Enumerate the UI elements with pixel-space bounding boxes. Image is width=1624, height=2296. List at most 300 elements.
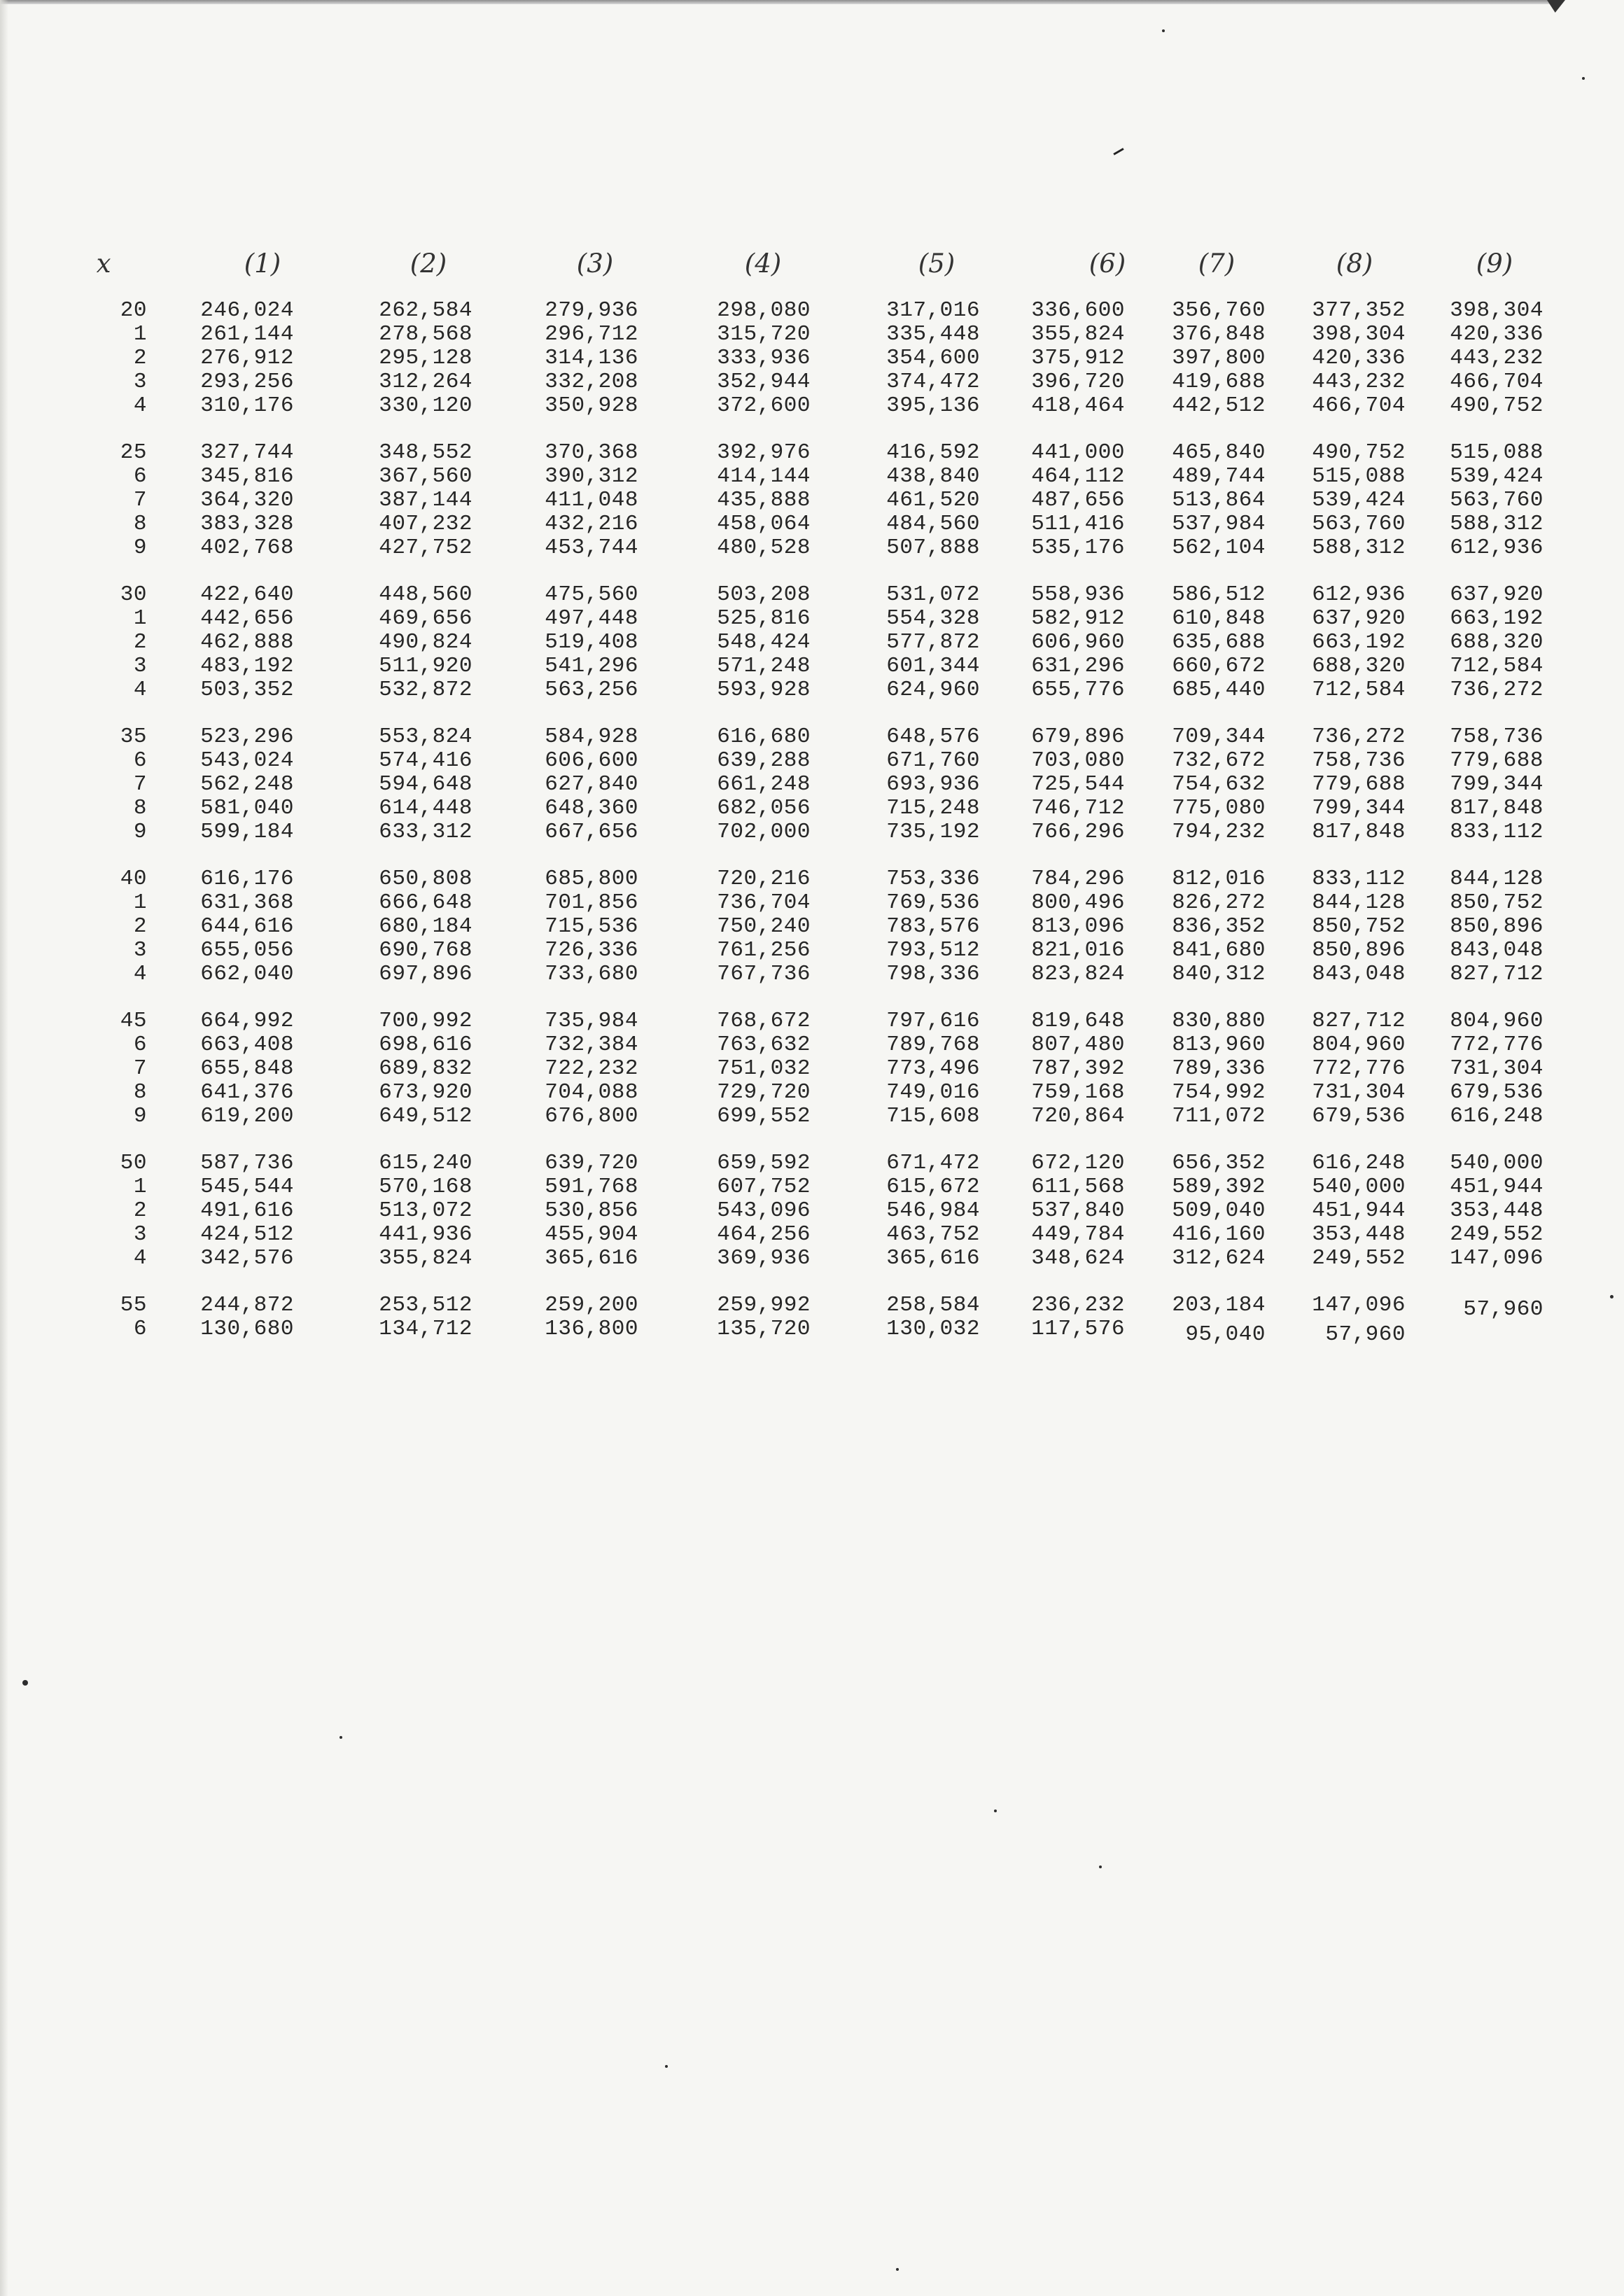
table-cell: 554,328 — [886, 606, 980, 631]
table-cell: 659,592 — [717, 1151, 811, 1175]
table-cell: 312,264 — [379, 370, 472, 394]
table-cell: 648,576 — [886, 724, 980, 749]
table-cell: 761,256 — [717, 938, 811, 962]
row-label: 4 — [133, 962, 147, 986]
table-cell: 356,760 — [1172, 298, 1266, 323]
table-cell: 650,808 — [379, 867, 472, 891]
table-cell: 639,720 — [545, 1151, 638, 1175]
table-cell: 703,080 — [1031, 748, 1125, 773]
table-cell: 203,184 — [1172, 1293, 1266, 1317]
table-cell: 465,840 — [1172, 440, 1266, 465]
table-cell: 676,800 — [545, 1104, 638, 1128]
table-cell: 759,168 — [1031, 1080, 1125, 1105]
table-cell: 827,712 — [1450, 962, 1544, 986]
table-cell: 95,040 — [1185, 1322, 1266, 1347]
table-cell: 367,560 — [379, 464, 472, 489]
table-cell: 804,960 — [1312, 1032, 1406, 1057]
table-cell: 466,704 — [1312, 393, 1406, 418]
table-cell: 843,048 — [1312, 962, 1406, 986]
table-cell: 773,496 — [886, 1056, 980, 1081]
table-cell: 511,920 — [379, 654, 472, 678]
table-cell: 599,184 — [200, 820, 294, 844]
table-cell: 484,560 — [886, 512, 980, 536]
table-cell: 789,768 — [886, 1032, 980, 1057]
row-label: 2 — [133, 914, 147, 939]
table-cell: 333,936 — [717, 346, 811, 370]
table-cell: 370,368 — [545, 440, 638, 465]
table-cell: 491,616 — [200, 1198, 294, 1223]
top-edge-rule — [0, 0, 1561, 4]
table-cell: 455,904 — [545, 1222, 638, 1247]
table-cell: 483,192 — [200, 654, 294, 678]
table-cell: 414,144 — [717, 464, 811, 489]
table-cell: 327,744 — [200, 440, 294, 465]
table-cell: 543,024 — [200, 748, 294, 773]
table-cell: 420,336 — [1312, 346, 1406, 370]
table-cell: 746,712 — [1031, 796, 1125, 820]
table-cell: 330,120 — [379, 393, 472, 418]
speck — [994, 1809, 997, 1812]
table-cell: 513,864 — [1172, 488, 1266, 512]
table-cell: 531,072 — [886, 582, 980, 607]
table-cell: 798,336 — [886, 962, 980, 986]
column-header-1: (1) — [244, 248, 281, 279]
table-cell: 787,392 — [1031, 1056, 1125, 1081]
table-cell: 249,552 — [1312, 1246, 1406, 1270]
table-cell: 513,072 — [379, 1198, 472, 1223]
speck — [340, 1736, 342, 1739]
row-label: 8 — [133, 796, 147, 820]
table-cell: 462,888 — [200, 630, 294, 654]
table-cell: 435,888 — [717, 488, 811, 512]
table-cell: 594,648 — [379, 772, 472, 797]
table-cell: 540,000 — [1450, 1151, 1544, 1175]
table-cell: 443,232 — [1312, 370, 1406, 394]
table-cell: 395,136 — [886, 393, 980, 418]
table-cell: 732,384 — [545, 1032, 638, 1057]
table-cell: 497,448 — [545, 606, 638, 631]
table-cell: 735,192 — [886, 820, 980, 844]
table-cell: 699,552 — [717, 1104, 811, 1128]
table-cell: 624,960 — [886, 678, 980, 702]
corner-mark — [1547, 0, 1565, 13]
table-cell: 543,096 — [717, 1198, 811, 1223]
table-cell: 663,192 — [1312, 630, 1406, 654]
table-cell: 769,536 — [886, 890, 980, 915]
table-cell: 850,896 — [1312, 938, 1406, 962]
table-cell: 754,992 — [1172, 1080, 1266, 1105]
table-cell: 821,016 — [1031, 938, 1125, 962]
table-cell: 715,248 — [886, 796, 980, 820]
table-cell: 475,560 — [545, 582, 638, 607]
table-cell: 729,720 — [717, 1080, 811, 1105]
table-cell: 355,824 — [1031, 322, 1125, 346]
table-cell: 463,752 — [886, 1222, 980, 1247]
table-cell: 641,376 — [200, 1080, 294, 1105]
table-cell: 312,624 — [1172, 1246, 1266, 1270]
table-cell: 661,248 — [717, 772, 811, 797]
table-cell: 442,656 — [200, 606, 294, 631]
table-cell: 480,528 — [717, 536, 811, 560]
column-header-9: (9) — [1476, 248, 1513, 279]
table-cell: 593,928 — [717, 678, 811, 702]
table-cell: 407,232 — [379, 512, 472, 536]
table-cell: 469,656 — [379, 606, 472, 631]
table-cell: 298,080 — [717, 298, 811, 323]
table-cell: 635,688 — [1172, 630, 1266, 654]
table-cell: 443,232 — [1450, 346, 1544, 370]
table-cell: 374,472 — [886, 370, 980, 394]
table-cell: 540,000 — [1312, 1175, 1406, 1199]
table-cell: 701,856 — [545, 890, 638, 915]
table-cell: 700,992 — [379, 1009, 472, 1033]
table-cell: 236,232 — [1031, 1293, 1125, 1317]
table-cell: 537,984 — [1172, 512, 1266, 536]
header-x: x — [96, 248, 111, 279]
table-cell: 794,232 — [1172, 820, 1266, 844]
row-label: 3 — [133, 938, 147, 962]
table-cell: 588,312 — [1312, 536, 1406, 560]
table-cell: 758,736 — [1312, 748, 1406, 773]
table-cell: 612,936 — [1312, 582, 1406, 607]
table-cell: 416,160 — [1172, 1222, 1266, 1247]
table-cell: 546,984 — [886, 1198, 980, 1223]
table-cell: 826,272 — [1172, 890, 1266, 915]
table-cell: 612,936 — [1450, 536, 1544, 560]
table-cell: 258,584 — [886, 1293, 980, 1317]
table-cell: 246,024 — [200, 298, 294, 323]
table-cell: 577,872 — [886, 630, 980, 654]
table-cell: 397,800 — [1172, 346, 1266, 370]
table-cell: 490,752 — [1450, 393, 1544, 418]
row-label: 7 — [133, 772, 147, 797]
table-cell: 631,296 — [1031, 654, 1125, 678]
table-cell: 570,168 — [379, 1175, 472, 1199]
table-cell: 396,720 — [1031, 370, 1125, 394]
table-cell: 461,520 — [886, 488, 980, 512]
table-cell: 779,688 — [1312, 772, 1406, 797]
row-label: 30 — [120, 582, 147, 607]
table-cell: 535,176 — [1031, 536, 1125, 560]
table-cell: 772,776 — [1312, 1056, 1406, 1081]
table-cell: 519,408 — [545, 630, 638, 654]
table-cell: 295,128 — [379, 346, 472, 370]
table-cell: 587,736 — [200, 1151, 294, 1175]
table-cell: 562,248 — [200, 772, 294, 797]
table-cell: 763,632 — [717, 1032, 811, 1057]
table-cell: 353,448 — [1312, 1222, 1406, 1247]
table-cell: 833,112 — [1312, 867, 1406, 891]
table-cell: 766,296 — [1031, 820, 1125, 844]
table-cell: 830,880 — [1172, 1009, 1266, 1033]
table-cell: 136,800 — [545, 1317, 638, 1341]
speck — [1099, 1865, 1102, 1868]
table-cell: 558,936 — [1031, 582, 1125, 607]
table-cell: 715,536 — [545, 914, 638, 939]
table-cell: 688,320 — [1450, 630, 1544, 654]
table-cell: 720,216 — [717, 867, 811, 891]
table-cell: 539,424 — [1450, 464, 1544, 489]
table-cell: 772,776 — [1450, 1032, 1544, 1057]
table-cell: 563,760 — [1312, 512, 1406, 536]
table-cell: 553,824 — [379, 724, 472, 749]
table-cell: 679,536 — [1312, 1104, 1406, 1128]
table-cell: 377,352 — [1312, 298, 1406, 323]
row-label: 1 — [133, 890, 147, 915]
table-cell: 365,616 — [545, 1246, 638, 1270]
table-cell: 398,304 — [1450, 298, 1544, 323]
table-cell: 424,512 — [200, 1222, 294, 1247]
table-cell: 591,768 — [545, 1175, 638, 1199]
row-label: 6 — [133, 464, 147, 489]
table-cell: 57,960 — [1463, 1297, 1544, 1322]
table-cell: 775,080 — [1172, 796, 1266, 820]
table-cell: 515,088 — [1312, 464, 1406, 489]
table-cell: 616,680 — [717, 724, 811, 749]
speck — [1610, 1295, 1614, 1298]
table-cell: 758,736 — [1450, 724, 1544, 749]
table-cell: 253,512 — [379, 1293, 472, 1317]
table-cell: 261,144 — [200, 322, 294, 346]
table-cell: 813,096 — [1031, 914, 1125, 939]
table-cell: 532,872 — [379, 678, 472, 702]
table-cell: 390,312 — [545, 464, 638, 489]
table-cell: 487,656 — [1031, 488, 1125, 512]
row-label: 25 — [120, 440, 147, 465]
table-cell: 662,040 — [200, 962, 294, 986]
row-label: 2 — [133, 1198, 147, 1223]
table-cell: 259,992 — [717, 1293, 811, 1317]
table-cell: 690,768 — [379, 938, 472, 962]
column-header-7: (7) — [1198, 248, 1236, 279]
speck — [22, 1680, 28, 1686]
row-label: 35 — [120, 724, 147, 749]
table-cell: 800,496 — [1031, 890, 1125, 915]
table-cell: 722,232 — [545, 1056, 638, 1081]
table-cell: 464,112 — [1031, 464, 1125, 489]
table-cell: 754,632 — [1172, 772, 1266, 797]
table-cell: 372,600 — [717, 393, 811, 418]
table-cell: 376,848 — [1172, 322, 1266, 346]
table-cell: 134,712 — [379, 1317, 472, 1341]
table-cell: 464,256 — [717, 1222, 811, 1247]
row-label: 3 — [133, 370, 147, 394]
row-label: 4 — [133, 678, 147, 702]
table-cell: 671,472 — [886, 1151, 980, 1175]
table-cell: 130,032 — [886, 1317, 980, 1341]
table-cell: 117,576 — [1031, 1317, 1125, 1341]
table-cell: 466,704 — [1450, 370, 1544, 394]
table-cell: 841,680 — [1172, 938, 1266, 962]
table-cell: 490,752 — [1312, 440, 1406, 465]
row-label: 2 — [133, 346, 147, 370]
table-cell: 627,840 — [545, 772, 638, 797]
table-cell: 682,056 — [717, 796, 811, 820]
table-cell: 753,336 — [886, 867, 980, 891]
table-cell: 249,552 — [1450, 1222, 1544, 1247]
speck — [1582, 77, 1585, 80]
table-cell: 731,304 — [1312, 1080, 1406, 1105]
table-cell: 375,912 — [1031, 346, 1125, 370]
table-cell: 571,248 — [717, 654, 811, 678]
table-cell: 644,616 — [200, 914, 294, 939]
table-cell: 355,824 — [379, 1246, 472, 1270]
table-cell: 563,760 — [1450, 488, 1544, 512]
table-cell: 353,448 — [1450, 1198, 1544, 1223]
table-cell: 606,960 — [1031, 630, 1125, 654]
row-label: 3 — [133, 1222, 147, 1247]
row-label: 9 — [133, 1104, 147, 1128]
table-cell: 335,448 — [886, 322, 980, 346]
column-header-2: (2) — [410, 248, 447, 279]
table-cell: 606,600 — [545, 748, 638, 773]
row-label: 6 — [133, 1032, 147, 1057]
table-cell: 666,648 — [379, 890, 472, 915]
table-cell: 354,600 — [886, 346, 980, 370]
table-cell: 584,928 — [545, 724, 638, 749]
table-cell: 840,312 — [1172, 962, 1266, 986]
table-cell: 387,144 — [379, 488, 472, 512]
table-cell: 844,128 — [1312, 890, 1406, 915]
table-cell: 648,360 — [545, 796, 638, 820]
table-cell: 736,704 — [717, 890, 811, 915]
table-cell: 348,552 — [379, 440, 472, 465]
table-cell: 789,336 — [1172, 1056, 1266, 1081]
table-cell: 693,936 — [886, 772, 980, 797]
table-cell: 673,920 — [379, 1080, 472, 1105]
table-cell: 637,920 — [1312, 606, 1406, 631]
table-cell: 515,088 — [1450, 440, 1544, 465]
column-header-5: (5) — [918, 248, 955, 279]
table-cell: 779,688 — [1450, 748, 1544, 773]
table-cell: 392,976 — [717, 440, 811, 465]
table-cell: 807,480 — [1031, 1032, 1125, 1057]
table-cell: 732,672 — [1172, 748, 1266, 773]
row-label: 3 — [133, 654, 147, 678]
table-cell: 507,888 — [886, 536, 980, 560]
table-cell: 451,944 — [1312, 1198, 1406, 1223]
table-cell: 350,928 — [545, 393, 638, 418]
table-cell: 616,248 — [1312, 1151, 1406, 1175]
table-cell: 660,672 — [1172, 654, 1266, 678]
column-header-6: (6) — [1088, 248, 1126, 279]
table-cell: 784,296 — [1031, 867, 1125, 891]
table-cell: 259,200 — [545, 1293, 638, 1317]
table-cell: 537,840 — [1031, 1198, 1125, 1223]
row-label: 7 — [133, 1056, 147, 1081]
table-cell: 548,424 — [717, 630, 811, 654]
table-cell: 817,848 — [1450, 796, 1544, 820]
row-label: 50 — [120, 1151, 147, 1175]
table-cell: 850,896 — [1450, 914, 1544, 939]
table-cell: 563,256 — [545, 678, 638, 702]
table-cell: 525,816 — [717, 606, 811, 631]
row-label: 9 — [133, 820, 147, 844]
row-label: 4 — [133, 393, 147, 418]
table-cell: 704,088 — [545, 1080, 638, 1105]
table-cell: 615,672 — [886, 1175, 980, 1199]
table-cell: 336,600 — [1031, 298, 1125, 323]
table-cell: 135,720 — [717, 1317, 811, 1341]
table-cell: 614,448 — [379, 796, 472, 820]
table-cell: 402,768 — [200, 536, 294, 560]
table-cell: 398,304 — [1312, 322, 1406, 346]
row-label: 8 — [133, 512, 147, 536]
table-cell: 812,016 — [1172, 867, 1266, 891]
table-cell: 671,760 — [886, 748, 980, 773]
table-cell: 244,872 — [200, 1293, 294, 1317]
table-cell: 619,200 — [200, 1104, 294, 1128]
table-cell: 712,584 — [1312, 678, 1406, 702]
table-cell: 530,856 — [545, 1198, 638, 1223]
table-cell: 147,096 — [1312, 1293, 1406, 1317]
table-cell: 418,464 — [1031, 393, 1125, 418]
table-cell: 441,000 — [1031, 440, 1125, 465]
table-cell: 383,328 — [200, 512, 294, 536]
table-cell: 793,512 — [886, 938, 980, 962]
table-cell: 827,712 — [1312, 1009, 1406, 1033]
table-cell: 844,128 — [1450, 867, 1544, 891]
speck — [896, 2268, 899, 2271]
table-cell: 310,176 — [200, 393, 294, 418]
table-cell: 698,616 — [379, 1032, 472, 1057]
table-cell: 489,744 — [1172, 464, 1266, 489]
left-scan-edge — [0, 0, 8, 2296]
table-cell: 57,960 — [1325, 1322, 1406, 1347]
table-cell: 509,040 — [1172, 1198, 1266, 1223]
row-label: 6 — [133, 748, 147, 773]
table-cell: 419,688 — [1172, 370, 1266, 394]
table-cell: 733,680 — [545, 962, 638, 986]
table-cell: 749,016 — [886, 1080, 980, 1105]
column-header-3: (3) — [576, 248, 614, 279]
table-cell: 438,840 — [886, 464, 980, 489]
table-cell: 442,512 — [1172, 393, 1266, 418]
table-cell: 720,864 — [1031, 1104, 1125, 1128]
table-cell: 453,744 — [545, 536, 638, 560]
table-cell: 449,784 — [1031, 1222, 1125, 1247]
table-cell: 586,512 — [1172, 582, 1266, 607]
table-cell: 685,800 — [545, 867, 638, 891]
table-cell: 631,368 — [200, 890, 294, 915]
table-cell: 850,752 — [1312, 914, 1406, 939]
table-cell: 797,616 — [886, 1009, 980, 1033]
table-cell: 639,288 — [717, 748, 811, 773]
table-cell: 314,136 — [545, 346, 638, 370]
row-label: 6 — [133, 1317, 147, 1341]
table-cell: 637,920 — [1450, 582, 1544, 607]
table-cell: 799,344 — [1450, 772, 1544, 797]
table-cell: 523,296 — [200, 724, 294, 749]
column-header-8: (8) — [1336, 248, 1373, 279]
table-cell: 432,216 — [545, 512, 638, 536]
row-label: 1 — [133, 322, 147, 346]
table-cell: 451,944 — [1450, 1175, 1544, 1199]
table-cell: 663,192 — [1450, 606, 1544, 631]
table-cell: 293,256 — [200, 370, 294, 394]
table-cell: 799,344 — [1312, 796, 1406, 820]
table-cell: 365,616 — [886, 1246, 980, 1270]
table-cell: 458,064 — [717, 512, 811, 536]
table-cell: 130,680 — [200, 1317, 294, 1341]
table-cell: 511,416 — [1031, 512, 1125, 536]
table-cell: 315,720 — [717, 322, 811, 346]
table-cell: 607,752 — [717, 1175, 811, 1199]
table-cell: 581,040 — [200, 796, 294, 820]
row-label: 20 — [120, 298, 147, 323]
table-cell: 345,816 — [200, 464, 294, 489]
table-cell: 680,184 — [379, 914, 472, 939]
